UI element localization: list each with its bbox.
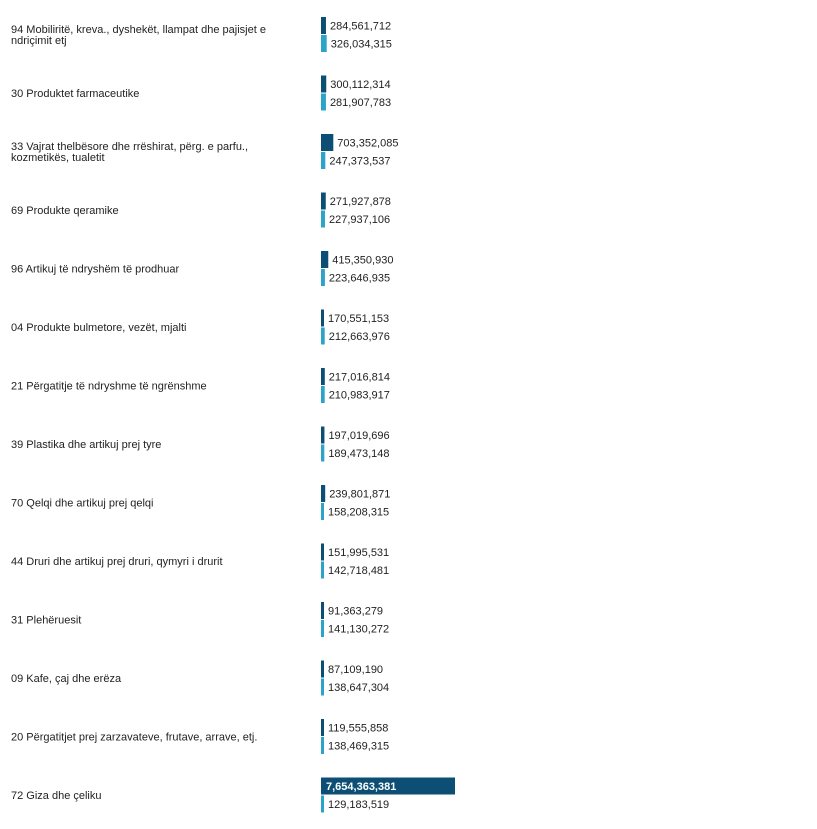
bar-series-1 bbox=[321, 368, 325, 385]
category-label: 04 Produkte bulmetore, vezët, mjalti bbox=[11, 322, 187, 334]
value-label-series-2: 141,130,272 bbox=[328, 623, 390, 636]
bar-series-2 bbox=[321, 503, 324, 520]
category-label: 21 Përgatitje të ndryshme të ngrënshme bbox=[11, 380, 207, 393]
category-label: 33 Vajrat thelbësore dhe rrëshirat, përg. e parfu., kozmetikës, tualetit bbox=[11, 141, 249, 164]
value-label-series-1: 170,551,153 bbox=[328, 313, 390, 325]
value-label-series-2: 210,983,917 bbox=[328, 389, 390, 402]
bar-series-2 bbox=[321, 386, 325, 403]
value-label-series-2: 212,663,976 bbox=[328, 331, 390, 343]
bar-series-1 bbox=[321, 544, 324, 561]
bar-series-1 bbox=[321, 76, 326, 93]
bar-series-1 bbox=[321, 719, 324, 736]
category-label: 94 Mobiliritë, kreva., dyshekët, llampat dhe pajisjet e ndriçimit etj bbox=[11, 24, 266, 47]
value-label-series-2: 138,469,315 bbox=[328, 740, 390, 753]
value-label-series-2: 227,937,106 bbox=[328, 214, 391, 226]
category-label: 09 Kafe, çaj dhe erëza bbox=[11, 673, 122, 685]
value-label-series-1: 197,019,696 bbox=[328, 430, 390, 442]
bar-series-2 bbox=[321, 445, 324, 462]
bar-series-2 bbox=[321, 737, 324, 754]
bar-series-2 bbox=[321, 152, 325, 169]
bar-series-2 bbox=[321, 562, 324, 579]
value-label-series-2: 189,473,148 bbox=[328, 448, 390, 460]
value-label-series-2: 281,907,783 bbox=[329, 97, 392, 109]
bar-series-1 bbox=[321, 134, 333, 151]
bar-series-1 bbox=[321, 17, 326, 34]
value-label-series-1: 217,016,814 bbox=[328, 371, 390, 384]
value-label-series-1: 415,350,930 bbox=[332, 254, 394, 267]
bar-series-1 bbox=[321, 602, 324, 619]
bar-series-2 bbox=[321, 620, 324, 637]
value-label-series-1: 151,995,531 bbox=[328, 547, 390, 559]
value-label-series-1: 284,561,712 bbox=[329, 20, 392, 33]
bar-series-2 bbox=[321, 94, 326, 111]
bar-series-1 bbox=[321, 310, 324, 327]
category-label: 70 Qelqi dhe artikuj prej qelqi bbox=[11, 497, 154, 510]
category-label: 31 Plehëruesit bbox=[11, 614, 82, 627]
value-label-series-2: 142,718,481 bbox=[328, 565, 390, 577]
category-labels bbox=[11, 24, 266, 802]
bar-series-2 bbox=[321, 269, 325, 286]
bar-series-1 bbox=[321, 193, 326, 210]
bar-series-1 bbox=[321, 661, 324, 678]
value-label-series-1: 703,352,085 bbox=[337, 137, 399, 150]
value-label-series-2: 247,373,537 bbox=[329, 155, 391, 168]
category-label: 20 Përgatitjet prej zarzavateve, frutave, arrave, etj. bbox=[11, 731, 258, 744]
category-label: 30 Produktet farmaceutike bbox=[11, 88, 140, 100]
bar-series-1 bbox=[321, 251, 328, 268]
value-label-series-2: 138,647,304 bbox=[328, 682, 390, 694]
category-label: 39 Plastika dhe artikuj prej tyre bbox=[11, 439, 162, 451]
value-label-series-2: 129,183,519 bbox=[328, 799, 390, 811]
value-label-series-1: 91,363,279 bbox=[328, 605, 384, 618]
bar-series-2 bbox=[321, 796, 324, 813]
category-label: 72 Giza dhe çeliku bbox=[11, 790, 102, 802]
bar-series-2 bbox=[321, 35, 327, 52]
category-label: 96 Artikuj të ndryshëm të prodhuar bbox=[11, 263, 180, 276]
value-label-series-1: 87,109,190 bbox=[328, 664, 384, 676]
bar-series-2 bbox=[321, 679, 324, 696]
bar-series-1 bbox=[321, 427, 324, 444]
category-label: 44 Druri dhe artikuj prej druri, qymyri i drurit bbox=[11, 556, 223, 568]
value-label-series-2: 158,208,315 bbox=[328, 506, 390, 519]
category-label: 69 Produkte qeramike bbox=[11, 205, 119, 217]
bar-series-1 bbox=[321, 485, 325, 502]
bar-series-2 bbox=[321, 211, 325, 228]
value-label-series-1: 271,927,878 bbox=[329, 196, 391, 208]
value-label-series-1: 7,654,363,381 bbox=[326, 781, 397, 793]
value-label-series-2: 223,646,935 bbox=[328, 272, 391, 285]
value-labels bbox=[326, 21, 398, 812]
value-label-series-2: 326,034,315 bbox=[330, 38, 392, 51]
value-label-series-1: 300,112,314 bbox=[330, 79, 391, 91]
bar-series-2 bbox=[321, 328, 325, 345]
value-label-series-1: 119,555,858 bbox=[328, 722, 389, 735]
value-label-series-1: 239,801,871 bbox=[329, 488, 391, 501]
